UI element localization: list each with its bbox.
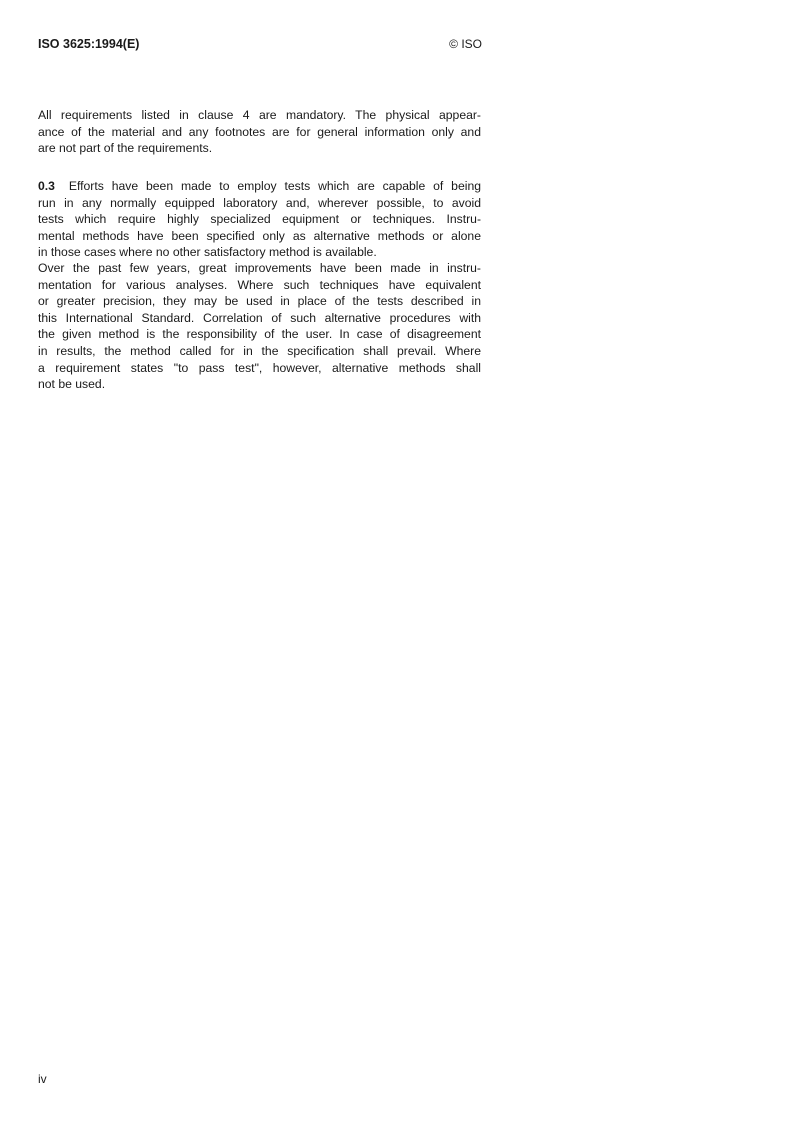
text-line: not be used. (38, 377, 106, 392)
text-line: in results, the method called for in the specification shall prevail. Where (38, 343, 481, 358)
text-line: run in any normally equipped laboratory and, wherever possible, to avoid (38, 195, 481, 210)
text-line: mental methods have been specified only as alternative methods or alone (38, 228, 481, 243)
text-line: the given method is the responsibility of the user. In case of disagreement (38, 327, 481, 342)
text-line: this International Standard. Correlation of such alternative procedures with (38, 310, 481, 325)
page-number: iv (38, 1072, 47, 1086)
clause-number: 0.3 (38, 179, 55, 193)
text-line: are not part of the requirements. (38, 141, 213, 156)
text-line: or greater precision, they may be used in place of the tests described in (38, 294, 481, 309)
paragraph-0-3 (38, 178, 481, 261)
text-line: mentation for various analyses. Where such techniques have equivalent (38, 277, 481, 292)
text-line: tests which require highly specialized equipment or techniques. Instru- (38, 212, 481, 227)
text-line-content: Efforts have been made to employ tests which are capable of being (68, 179, 481, 193)
document-id: ISO 3625:1994(E) (38, 37, 140, 51)
text-line: in those cases where no other satisfactory method is available. (38, 245, 377, 260)
text-line: All requirements listed in clause 4 are mandatory. The physical appear- (38, 108, 481, 122)
copyright-notice: © ISO (449, 37, 482, 51)
text-line: Over the past few years, great improvements have been made in instru- (38, 261, 481, 275)
paragraph-instrumentation (38, 260, 481, 393)
text-line (38, 178, 481, 195)
text-line: a requirement states "to pass test", however, alternative methods shall (38, 360, 481, 375)
paragraph-requirements (38, 107, 481, 157)
text-line: ance of the material and any footnotes are for general information only and (38, 124, 481, 139)
